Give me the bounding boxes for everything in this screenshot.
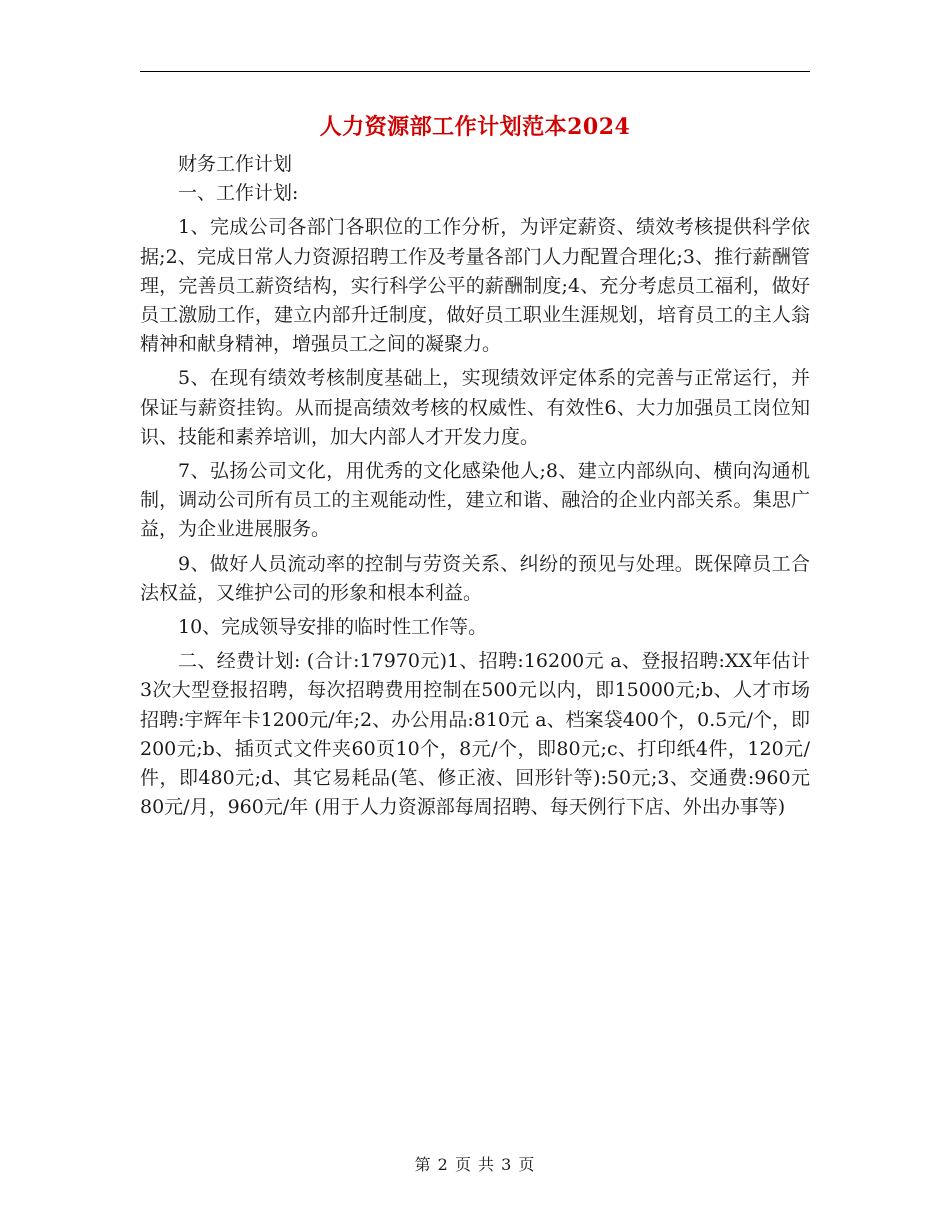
header-rule [140,71,810,72]
document-body [140,150,810,827]
paragraph-items-5-6: 5、在现有绩效考核制度基础上，实现绩效评定体系的完善与正常运行，并保证与薪资挂钩。从而提高绩效考核的权威性、有效性6、大力加强员工岗位知识、技能和素养培训，加大内部人才开发力度。 [140,367,810,448]
paragraph-budget-plan: 二、经费计划: (合计:17970元)1、招聘:16200元 a、登报招聘:XX年估计3次大型登报招聘，每次招聘费用控制在500元以内，即15000元;b、人才市场招聘:宇辉年卡1200元/年;2、办公用品:810元 a、档案袋400个，0.5元/个，即200元;b、插页式文件夹60页10个，8元/个，即80元;c、打印纸4件，120元/件，即480元;d、其它易耗品(笔、修正液、回形针等):50元;3、交通费:960元 80元/月，960元/年 (用于人力资源部每周招聘、每天例行下店、外出办事等) [140,650,810,819]
paragraph-items-1-4: 1、完成公司各部门各职位的工作分析，为评定薪资、绩效考核提供科学依据;2、完成日常人力资源招聘工作及考量各部门人力配置合理化;3、推行薪酬管理，完善员工薪资结构，实行科学公平的薪酬制度;4、充分考虑员工福利，做好员工激励工作，建立内部升迁制度，做好员工职业生涯规划，培育员工的主人翁精神和献身精神，增强员工之间的凝聚力。 [140,216,810,356]
paragraph-item-10: 10、完成领导安排的临时性工作等。 [178,616,488,639]
section-heading-work-plan: 一、工作计划: [178,182,299,205]
paragraph-item-9: 9、做好人员流动率的控制与劳资关系、纠纷的预见与处理。既保障员工合法权益，又维护公司的形象和根本利益。 [140,552,810,604]
page-number: 第 2 页 共 3 页 [414,1155,536,1174]
document-title: 人力资源部工作计划范本2024 [319,114,631,140]
paragraph-items-7-8: 7、弘扬公司文化，用优秀的文化感染他人;8、建立内部纵向、横向沟通机制，调动公司所有员工的主观能动性，建立和谐、融洽的企业内部关系。集思广益，为企业进展服务。 [140,460,810,541]
section-heading-finance: 财务工作计划 [178,153,293,175]
